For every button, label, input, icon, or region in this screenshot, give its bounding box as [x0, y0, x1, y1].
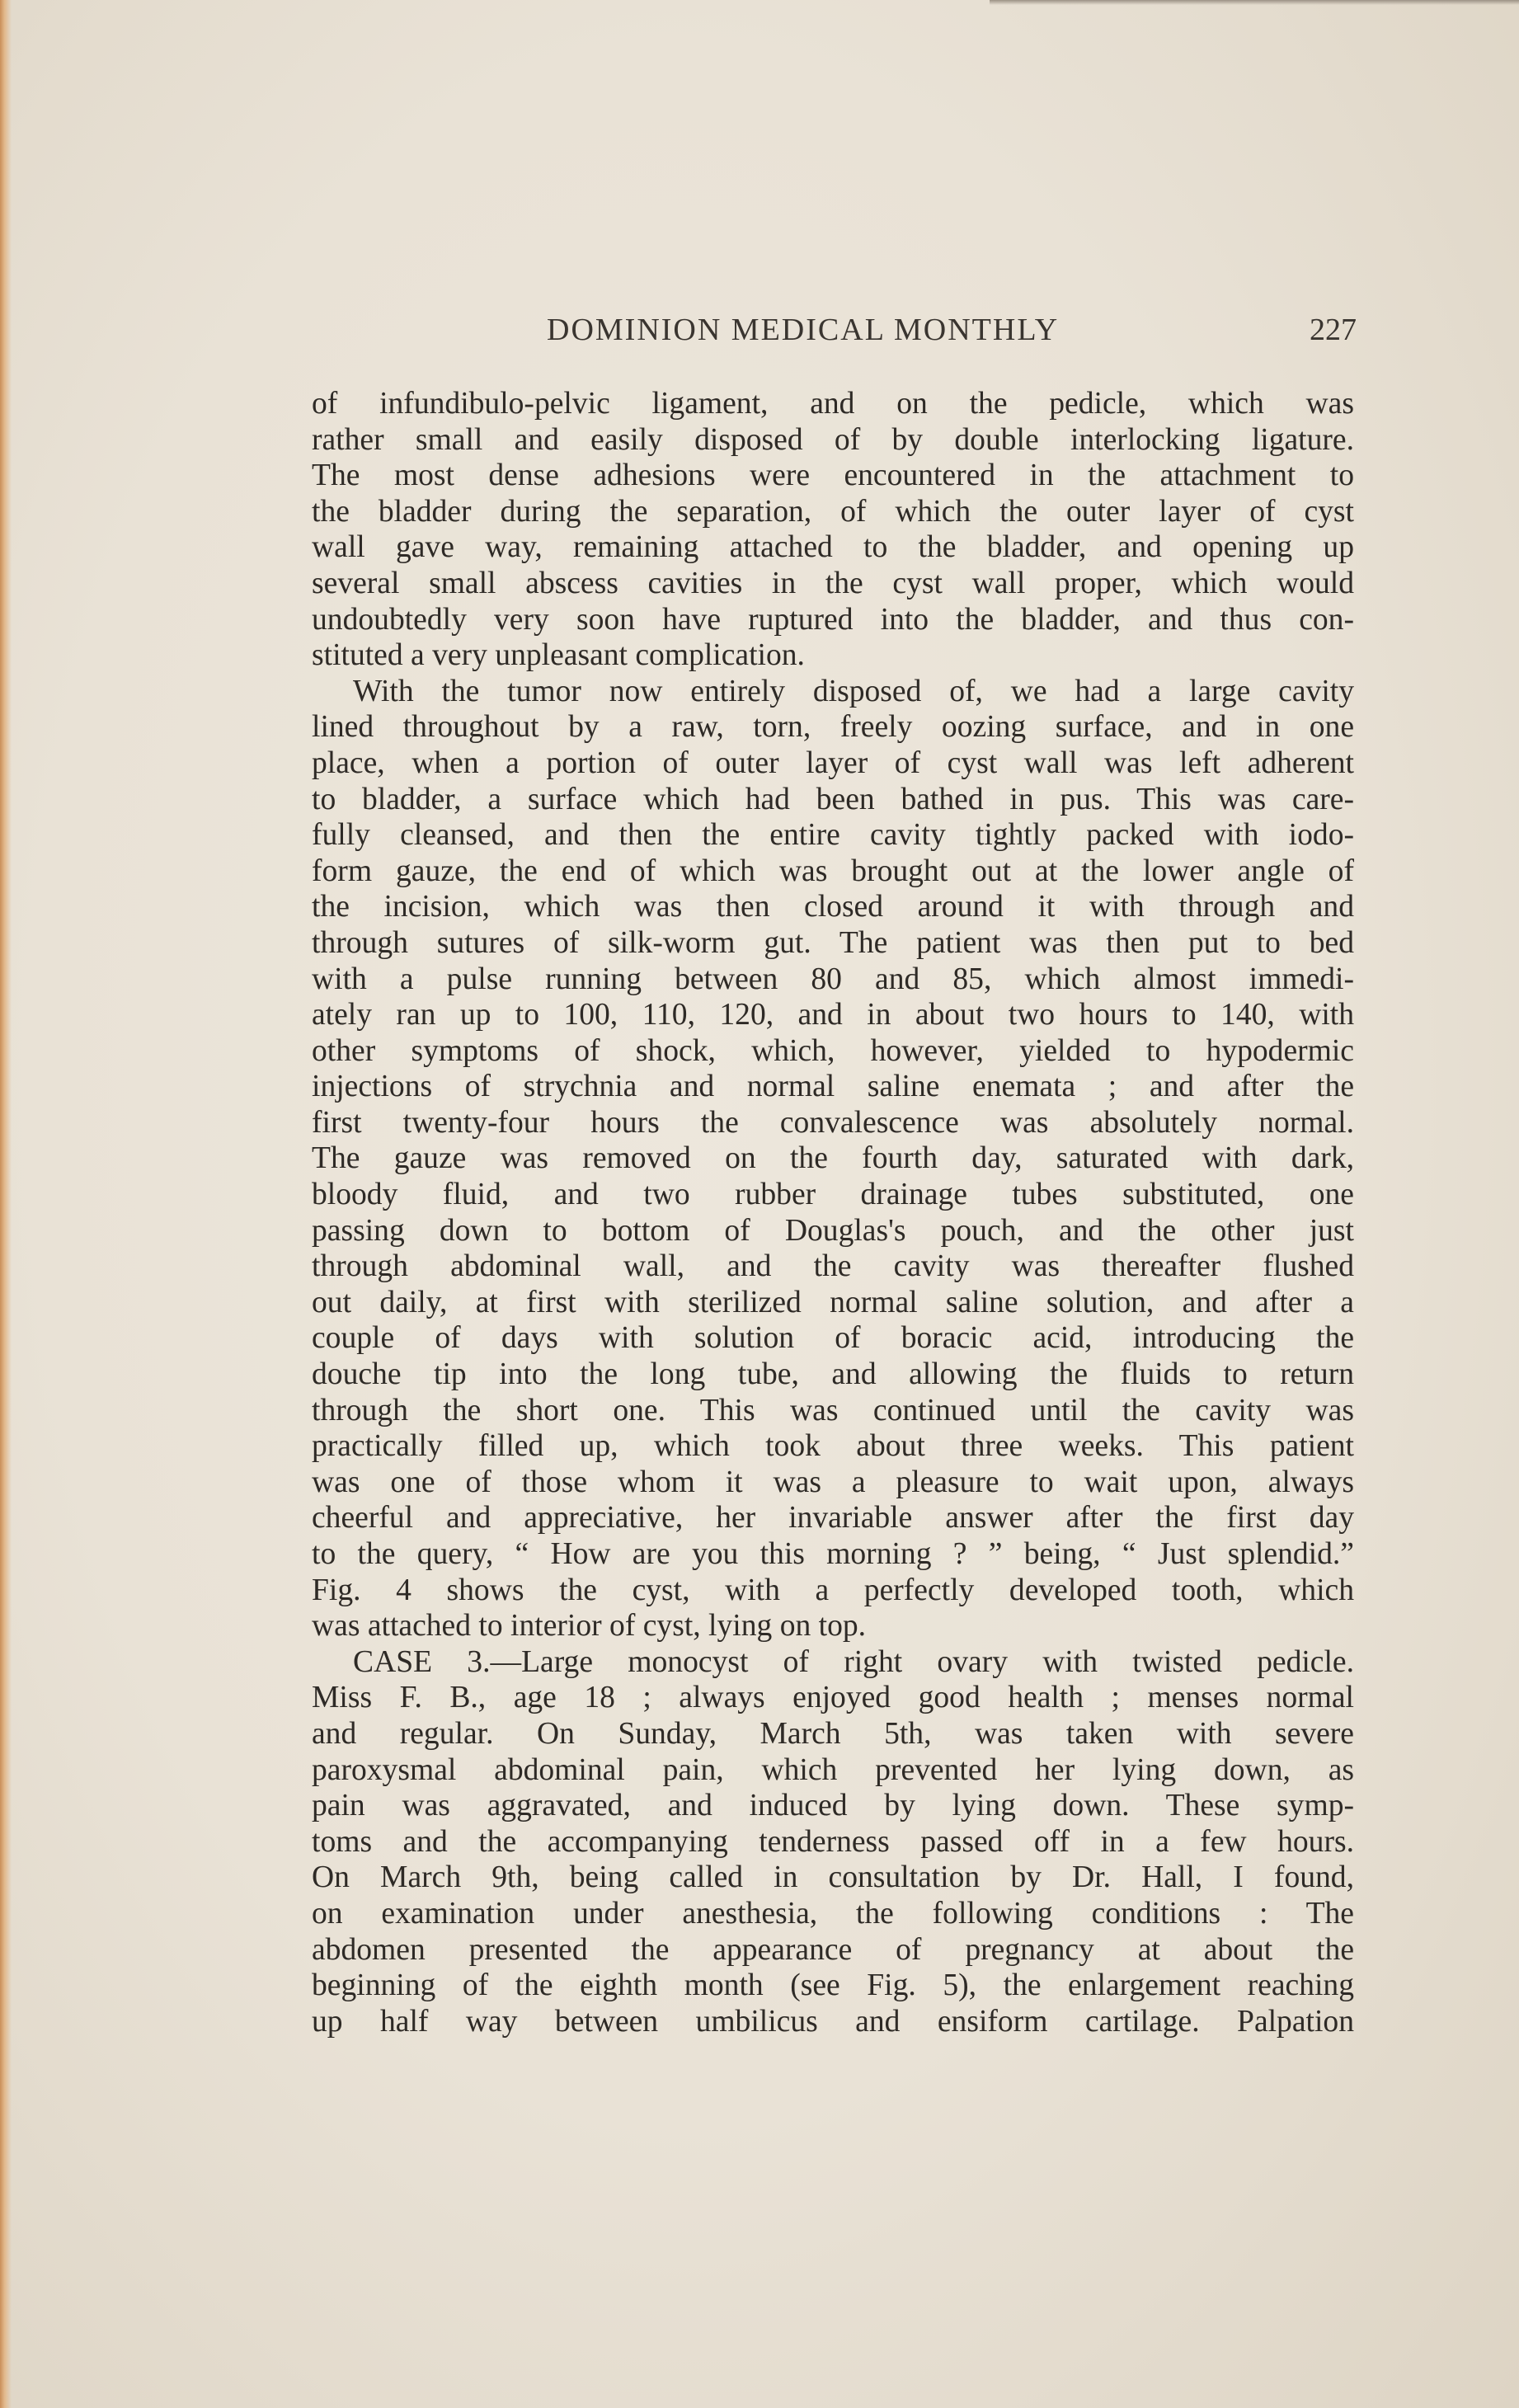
text-line: and regular. On Sunday, March 5th, was taken with severe [312, 1716, 1354, 1751]
text-line: was one of those whom it was a pleasure to wait upon, always [312, 1465, 1354, 1499]
text-line: practically filled up, which took about three weeks. This patient [312, 1429, 1354, 1464]
text-line: to the query, “ How are you this morning ? ” being, “ Just splendid.” [312, 1537, 1354, 1571]
text-line: fully cleansed, and then the entire cavity tightly packed with iodo- [312, 818, 1354, 853]
text-line: form gauze, the end of which was brought out at the lower angle of [312, 854, 1354, 888]
text-line: first twenty-four hours the convalescence was absolutely normal. [312, 1105, 1354, 1140]
text-line: toms and the accompanying tenderness passed off in a few hours. [312, 1824, 1354, 1859]
top-edge-shadow [990, 0, 1519, 5]
text-line: abdomen presented the appearance of pregnancy at about the [312, 1932, 1354, 1967]
text-line: up half way between umbilicus and ensiform cartilage. Palpation [312, 2004, 1354, 2039]
body-text [312, 386, 1354, 2039]
text-line: pain was aggravated, and induced by lying down. These symp- [312, 1789, 1354, 1823]
text-line: Miss F. B., age 18 ; always enjoyed good health ; menses normal [312, 1681, 1354, 1715]
text-line: place, when a portion of outer layer of cyst wall was left adherent [312, 745, 1354, 780]
running-head: DOMINION MEDICAL MONTHLY [547, 313, 1060, 347]
text-line: through abdominal wall, and the cavity was thereafter flushed [312, 1249, 1354, 1284]
text-line: several small abscess cavities in the cyst wall proper, which would [312, 566, 1354, 600]
text-line: wall gave way, remaining attached to the bladder, and opening up [312, 530, 1354, 565]
paragraph-start-line: With the tumor now entirely disposed of, we had a large cavity [353, 674, 1354, 708]
text-line: undoubtedly very soon have ruptured into the bladder, and thus con- [312, 602, 1354, 637]
text-line: passing down to bottom of Douglas's pouch, and the other just [312, 1213, 1354, 1248]
paragraph-start-line: CASE 3.—Large monocyst of right ovary with twisted pedicle. [353, 1644, 1354, 1679]
text-line: other symptoms of shock, which, however, yielded to hypodermic [312, 1033, 1354, 1068]
text-line: The gauze was removed on the fourth day, saturated with dark, [312, 1141, 1354, 1176]
text-line: to bladder, a surface which had been bathed in pus. This was care- [312, 782, 1354, 816]
text-line: On March 9th, being called in consultation by Dr. Hall, I found, [312, 1860, 1354, 1895]
text-line: out daily, at first with sterilized normal saline solution, and after a [312, 1285, 1354, 1319]
text-line: through the short one. This was continued until the cavity was [312, 1393, 1354, 1427]
text-line: with a pulse running between 80 and 85, which almost immedi- [312, 962, 1354, 996]
text-line: on examination under anesthesia, the following conditions : The [312, 1896, 1354, 1931]
text-line: through sutures of silk-worm gut. The patient was then put to bed [312, 925, 1354, 960]
text-line: injections of strychnia and normal saline enemata ; and after the [312, 1070, 1354, 1104]
page-number: 227 [1310, 313, 1357, 347]
text-line: The most dense adhesions were encountered in the attachment to [312, 459, 1354, 493]
text-line: Fig. 4 shows the cyst, with a perfectly developed tooth, which [312, 1573, 1354, 1607]
text-line: ately ran up to 100, 110, 120, and in about two hours to 140, with [312, 998, 1354, 1032]
text-line: couple of days with solution of boracic acid, introducing the [312, 1321, 1354, 1356]
text-line: cheerful and appreciative, her invariable answer after the first day [312, 1501, 1354, 1536]
page-edge-shadow [0, 0, 12, 2408]
text-line: the bladder during the separation, of which the outer layer of cyst [312, 494, 1354, 529]
text-line: paroxysmal abdominal pain, which prevented her lying down, as [312, 1752, 1354, 1787]
text-line: of infundibulo-pelvic ligament, and on the pedicle, which was [312, 387, 1354, 421]
text-line: stituted a very unpleasant complication. [312, 638, 805, 673]
text-line: douche tip into the long tube, and allowing the fluids to return [312, 1357, 1354, 1392]
text-line: rather small and easily disposed of by double interlocking ligature. [312, 422, 1354, 457]
text-line: beginning of the eighth month (see Fig. 5), the enlargement reaching [312, 1968, 1354, 2003]
text-line: bloody fluid, and two rubber drainage tubes substituted, one [312, 1178, 1354, 1212]
text-line: lined throughout by a raw, torn, freely oozing surface, and in one [312, 710, 1354, 745]
text-line: the incision, which was then closed around it with through and [312, 890, 1354, 924]
text-line: was attached to interior of cyst, lying on top. [312, 1609, 867, 1644]
page-header [309, 312, 1357, 353]
